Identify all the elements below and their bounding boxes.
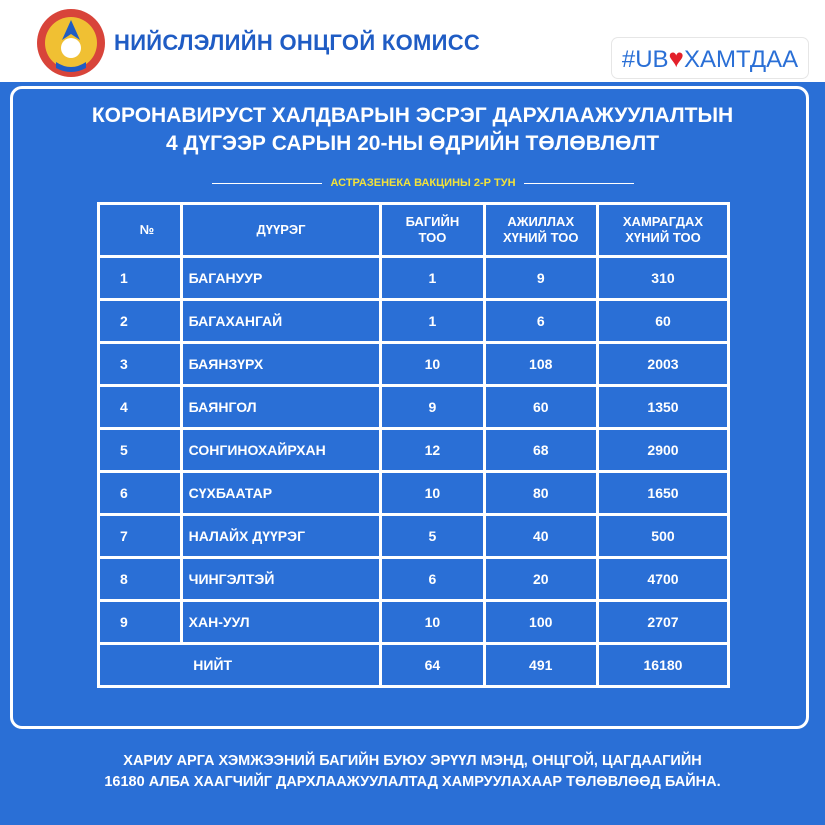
vaccination-table [97, 202, 730, 688]
cell-num: 2 [99, 300, 182, 343]
header-district: ДҮҮРЭГ [181, 204, 381, 257]
cell-covered: 2003 [597, 343, 728, 386]
cell-covered: 4700 [597, 558, 728, 601]
title-line-2: 4 ДҮГЭЭР САРЫН 20-НЫ ӨДРИЙН ТӨЛӨВЛӨЛТ [165, 132, 660, 155]
cell-teams: 1 [381, 257, 484, 300]
cell-num: 5 [99, 429, 182, 472]
header-covered [597, 204, 728, 257]
cell-teams: 1 [381, 300, 484, 343]
footer-note [0, 751, 825, 793]
cell-workers: 108 [484, 343, 597, 386]
cell-teams: 10 [381, 343, 484, 386]
total-label: НИЙТ [99, 644, 381, 687]
subtitle-divider-right [524, 183, 634, 184]
hashtag-badge [612, 38, 808, 78]
header-teams [381, 204, 484, 257]
cell-teams: 12 [381, 429, 484, 472]
table-body [99, 257, 729, 687]
cell-num: 1 [99, 257, 182, 300]
total-teams: 64 [381, 644, 484, 687]
cell-workers: 80 [484, 472, 597, 515]
cell-district: СОНГИНОХАЙРХАН [181, 429, 381, 472]
cell-num: 9 [99, 601, 182, 644]
subtitle: АСТРАЗЕНЕКА ВАКЦИНЫ 2-Р ТУН [330, 177, 516, 189]
heart-icon: ♥ [668, 43, 684, 73]
cell-teams: 10 [381, 472, 484, 515]
cell-covered: 1650 [597, 472, 728, 515]
cell-workers: 6 [484, 300, 597, 343]
footer-line-1: ХАРИУ АРГА ХЭМЖЭЭНИЙ БАГИЙН БУЮУ ЭРҮҮЛ МЭНД, ОНЦГОЙ, ЦАГДААГИЙН [123, 753, 702, 769]
cell-covered: 2900 [597, 429, 728, 472]
cell-district: БАЯНЗҮРХ [181, 343, 381, 386]
header-workers-line-2: ХҮНИЙ ТОО [503, 230, 579, 245]
cell-workers: 20 [484, 558, 597, 601]
cell-district: СҮХБААТАР [181, 472, 381, 515]
cell-num: 4 [99, 386, 182, 429]
cell-district: НАЛАЙХ ДҮҮРЭГ [181, 515, 381, 558]
city-emblem-icon [34, 6, 108, 80]
cell-workers: 100 [484, 601, 597, 644]
title-line-1: КОРОНАВИРУСТ ХАЛДВАРЫН ЭСРЭГ ДАРХЛААЖУУЛАЛТЫН [91, 104, 734, 127]
table-row [99, 343, 729, 386]
cell-district: БАГАНУУР [181, 257, 381, 300]
cell-workers: 40 [484, 515, 597, 558]
table-total-row [99, 644, 729, 687]
header-covered-line-2: ХҮНИЙ ТОО [625, 230, 701, 245]
table-row [99, 558, 729, 601]
cell-district: БАЯНГОЛ [181, 386, 381, 429]
table-row [99, 300, 729, 343]
cell-num: 3 [99, 343, 182, 386]
total-workers: 491 [484, 644, 597, 687]
hashtag-suffix: ХАМТДАА [683, 46, 799, 73]
cell-district: ХАН-УУЛ [181, 601, 381, 644]
cell-covered: 310 [597, 257, 728, 300]
table-row [99, 386, 729, 429]
table-row [99, 257, 729, 300]
cell-workers: 9 [484, 257, 597, 300]
cell-covered: 500 [597, 515, 728, 558]
cell-covered: 1350 [597, 386, 728, 429]
cell-teams: 6 [381, 558, 484, 601]
cell-teams: 10 [381, 601, 484, 644]
footer-line-2: 16180 АЛБА ХААГЧИЙГ ДАРХЛААЖУУЛАЛТАД ХАМРУУЛАХААР ТӨЛӨВЛӨӨД БАЙНА. [104, 774, 721, 790]
hashtag-prefix: #UB [621, 46, 669, 73]
cell-covered: 60 [597, 300, 728, 343]
header-workers-line-1: АЖИЛЛАХ [507, 214, 575, 229]
cell-district: ЧИНГЭЛТЭЙ [181, 558, 381, 601]
cell-covered: 2707 [597, 601, 728, 644]
org-title: НИЙСЛЭЛИЙН ОНЦГОЙ КОМИСС [114, 30, 481, 55]
cell-num: 8 [99, 558, 182, 601]
cell-num: 7 [99, 515, 182, 558]
header-workers [484, 204, 597, 257]
table-row [99, 472, 729, 515]
total-covered: 16180 [597, 644, 728, 687]
table-row [99, 429, 729, 472]
page-title [0, 102, 825, 158]
table-row [99, 601, 729, 644]
header-covered-line-1: ХАМРАГДАХ [622, 214, 704, 229]
header-num: № [99, 204, 182, 257]
cell-teams: 9 [381, 386, 484, 429]
cell-teams: 5 [381, 515, 484, 558]
header-teams-line-1: БАГИЙН [405, 214, 460, 229]
cell-district: БАГАХАНГАЙ [181, 300, 381, 343]
cell-workers: 68 [484, 429, 597, 472]
table-header-row [99, 204, 729, 257]
subtitle-row [212, 176, 634, 190]
cell-num: 6 [99, 472, 182, 515]
header-teams-line-2: ТОО [418, 230, 447, 245]
table-row [99, 515, 729, 558]
subtitle-divider-left [212, 183, 322, 184]
cell-workers: 60 [484, 386, 597, 429]
